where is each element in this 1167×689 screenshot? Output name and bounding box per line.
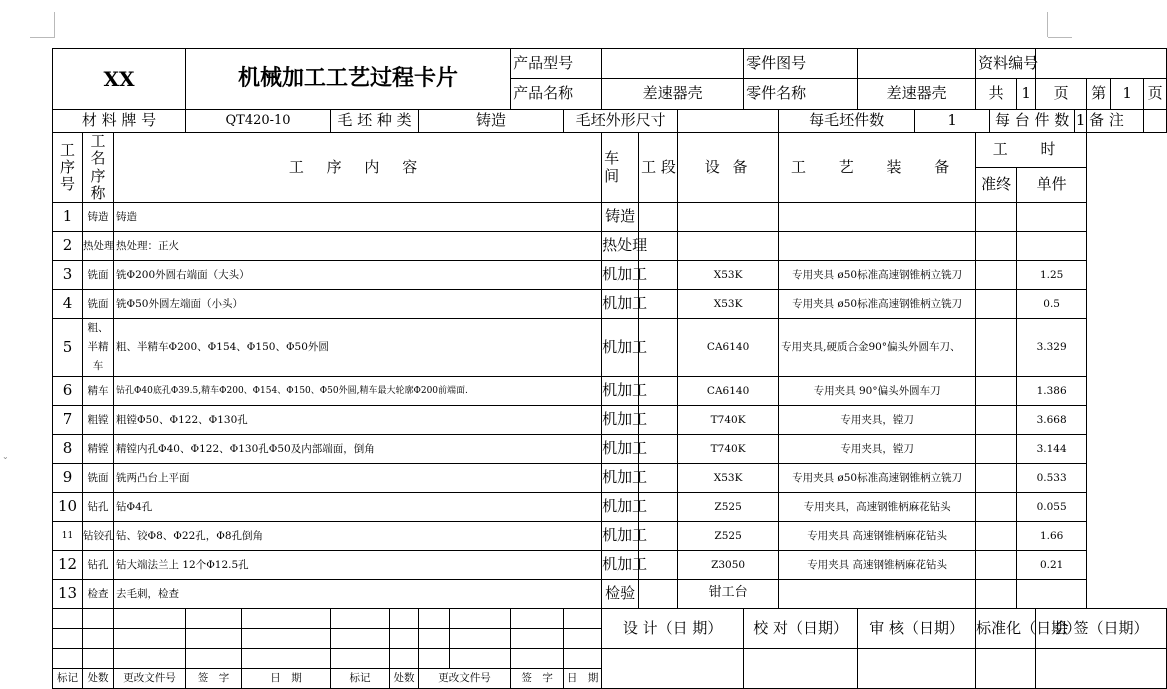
change-cell[interactable] — [114, 628, 186, 648]
col-equipment: 设 备 — [678, 133, 779, 203]
change-cell[interactable] — [242, 648, 331, 668]
page-unit-2: 页 — [1144, 79, 1167, 110]
change-cell[interactable] — [450, 608, 511, 628]
op-tooling: 专用夹具 ø50标准高速钢锥柄立铣刀 — [779, 463, 976, 492]
op-equipment: Z3050 — [678, 550, 779, 579]
product-model-value[interactable] — [602, 49, 744, 79]
op-seq: 2 — [53, 232, 83, 261]
op-equipment: Z525 — [678, 492, 779, 521]
op-content: 钻Φ4孔 — [114, 492, 602, 521]
op-workshop: 检验 — [602, 579, 639, 608]
change-cell[interactable] — [390, 608, 419, 628]
op-tooling — [779, 579, 976, 608]
per-blank-label: 每毛坯件数 — [779, 110, 915, 133]
op-tooling: 专用夹具，镗刀 — [779, 434, 976, 463]
standardize-date-label: 标准化（日期） — [976, 608, 1036, 648]
blank-type-value[interactable]: 铸造 — [419, 110, 564, 133]
op-workshop: 机加工 — [602, 376, 639, 405]
per-unit-label: 每 台 件 数 — [990, 110, 1075, 133]
change-cell[interactable] — [419, 628, 450, 648]
change-date-label: 日 期 — [242, 668, 331, 688]
operation-row — [53, 579, 1167, 608]
change-cell[interactable] — [390, 628, 419, 648]
col-work-hours: 工 时 — [976, 133, 1087, 168]
op-content: 钻孔Φ40底孔Φ39.5,精车Φ200、Φ154、Φ150、Φ50外圆,精车最大轮廓Φ200前端面. — [114, 376, 602, 405]
change-mark-label: 标记 — [331, 668, 390, 688]
op-name: 检查 — [83, 579, 114, 608]
change-cell[interactable] — [564, 608, 602, 628]
change-cell[interactable] — [53, 648, 83, 668]
col-unit-time: 单件 — [1017, 168, 1087, 203]
op-name: 热处理 — [83, 232, 114, 261]
change-cell[interactable] — [511, 628, 564, 648]
op-equipment: X53K — [678, 290, 779, 319]
op-name: 精镗 — [83, 434, 114, 463]
op-name: 钻孔 — [83, 550, 114, 579]
op-prep-time — [976, 376, 1017, 405]
op-seq: 1 — [53, 203, 83, 232]
op-content: 铣Φ200外圆右端面（大头） — [114, 261, 602, 290]
footer-row-3 — [53, 648, 1167, 668]
op-unit-time — [1017, 232, 1087, 261]
op-tooling: 专用夹具 高速钢锥柄麻花钻头 — [779, 550, 976, 579]
op-seq: 8 — [53, 434, 83, 463]
op-seq: 13 — [53, 579, 83, 608]
op-prep-time — [976, 405, 1017, 434]
doc-no-label: 资料编号 — [976, 49, 1036, 79]
change-doc-no-label: 更改文件号 — [114, 668, 186, 688]
change-mark-label: 标记 — [53, 668, 83, 688]
op-equipment: 钳工台 — [678, 579, 779, 608]
change-cell[interactable] — [564, 628, 602, 648]
operation-row — [53, 521, 1167, 550]
change-date-label: 日 期 — [564, 668, 602, 688]
op-equipment: X53K — [678, 261, 779, 290]
op-content: 铣Φ50外圆左端面（小头） — [114, 290, 602, 319]
col-prep-time: 准终 — [976, 168, 1017, 203]
op-equipment: T740K — [678, 434, 779, 463]
per-unit-value[interactable]: 1 — [1075, 110, 1087, 133]
op-unit-time: 0.055 — [1017, 492, 1087, 521]
op-unit-time: 0.5 — [1017, 290, 1087, 319]
change-cell[interactable] — [331, 648, 390, 668]
op-unit-time: 0.21 — [1017, 550, 1087, 579]
product-name-label: 产品名称 — [511, 79, 602, 110]
op-content: 粗、半精车Φ200、Φ154、Φ150、Φ50外圆 — [114, 319, 602, 377]
change-cell[interactable] — [186, 648, 242, 668]
change-cell[interactable] — [53, 628, 83, 648]
operation-row — [53, 203, 1167, 232]
op-prep-time — [976, 579, 1017, 608]
change-cell[interactable] — [186, 628, 242, 648]
change-cell[interactable] — [242, 628, 331, 648]
op-content: 钻、铰Φ8、Φ22孔，Φ8孔倒角 — [114, 521, 602, 550]
op-tooling: 专用夹具 高速钢锥柄麻花钻头 — [779, 521, 976, 550]
op-equipment: T740K — [678, 405, 779, 434]
product-model-label: 产品型号 — [511, 49, 602, 79]
col-op-name: 工 名 序 称 — [83, 133, 114, 203]
operation-row — [53, 550, 1167, 579]
material-grade-label: 材 料 牌 号 — [53, 110, 186, 133]
op-prep-time — [976, 434, 1017, 463]
proofread-signature[interactable] — [744, 648, 858, 688]
change-cell[interactable] — [83, 648, 114, 668]
op-equipment — [678, 203, 779, 232]
op-unit-time — [1017, 579, 1087, 608]
op-tooling: 专用夹具，高速钢锥柄麻花钻头 — [779, 492, 976, 521]
op-workshop: 铸造 — [602, 203, 639, 232]
op-seq: 6 — [53, 376, 83, 405]
op-name: 铣面 — [83, 463, 114, 492]
change-cell[interactable] — [53, 608, 83, 628]
blank-type-label: 毛 坯 种 类 — [331, 110, 419, 133]
op-workshop: 机加工 — [602, 261, 639, 290]
total-pages-value[interactable]: 1 — [1017, 79, 1036, 110]
margin-marker: ⌄ — [2, 452, 9, 461]
material-grade-value[interactable]: QT420-10 — [186, 110, 331, 133]
op-workshop: 热处理 — [602, 232, 639, 261]
header-row-1 — [53, 49, 1167, 79]
op-content: 铸造 — [114, 203, 602, 232]
change-cell[interactable] — [419, 608, 450, 628]
op-unit-time: 3.144 — [1017, 434, 1087, 463]
change-count-label: 处数 — [83, 668, 114, 688]
operation-row — [53, 405, 1167, 434]
op-equipment: CA6140 — [678, 319, 779, 377]
op-tooling — [779, 203, 976, 232]
op-workshop: 机加工 — [602, 492, 639, 521]
op-equipment: X53K — [678, 463, 779, 492]
op-workshop: 机加工 — [602, 550, 639, 579]
op-seq: 4 — [53, 290, 83, 319]
op-prep-time — [976, 203, 1017, 232]
card-title: 机械加工工艺过程卡片 — [186, 49, 511, 110]
op-prep-time — [976, 463, 1017, 492]
op-name: 粗镗 — [83, 405, 114, 434]
op-name: 铣面 — [83, 290, 114, 319]
col-tooling: 工 艺 装 备 — [779, 133, 976, 203]
op-seq: 11 — [53, 521, 83, 550]
change-cell[interactable] — [186, 608, 242, 628]
col-workshop: 车 间 — [602, 133, 639, 203]
change-cell[interactable] — [83, 608, 114, 628]
op-tooling: 专用夹具 ø50标准高速钢锥柄立铣刀 — [779, 290, 976, 319]
remarks-label: 备 注 — [1087, 110, 1144, 133]
op-tooling — [779, 232, 976, 261]
change-cell[interactable] — [331, 628, 390, 648]
op-name: 铣面 — [83, 261, 114, 290]
review-signature[interactable] — [858, 648, 976, 688]
crop-mark-top-left-v — [54, 12, 55, 37]
operation-row — [53, 290, 1167, 319]
col-section: 工 段 — [639, 133, 678, 203]
op-prep-time — [976, 521, 1017, 550]
op-content: 去毛刺，检查 — [114, 579, 602, 608]
op-unit-time: 3.329 — [1017, 319, 1087, 377]
op-section — [639, 203, 678, 232]
part-name-label: 零件名称 — [744, 79, 858, 110]
product-name-value[interactable]: 差速器壳 — [602, 79, 744, 110]
material-row — [53, 110, 1167, 133]
change-cell[interactable] — [331, 608, 390, 628]
operation-row — [53, 492, 1167, 521]
op-unit-time: 1.66 — [1017, 521, 1087, 550]
op-content: 热处理：正火 — [114, 232, 602, 261]
op-name: 钻孔 — [83, 492, 114, 521]
op-equipment — [678, 232, 779, 261]
proofread-date-label: 校 对（日期） — [744, 608, 858, 648]
op-section — [639, 579, 678, 608]
change-cell[interactable] — [83, 628, 114, 648]
op-content: 铣两凸台上平面 — [114, 463, 602, 492]
op-prep-time — [976, 319, 1017, 377]
op-tooling: 专用夹具，镗刀 — [779, 405, 976, 434]
design-signature[interactable] — [602, 648, 744, 688]
column-header-row-1 — [53, 133, 1167, 168]
op-equipment: CA6140 — [678, 376, 779, 405]
op-unit-time: 3.668 — [1017, 405, 1087, 434]
operation-row — [53, 232, 1167, 261]
part-name-value[interactable]: 差速器壳 — [858, 79, 976, 110]
op-name: 粗、半精车 — [83, 319, 114, 377]
blank-size-label: 毛坯外形尺寸 — [564, 110, 678, 133]
op-prep-time — [976, 232, 1017, 261]
op-workshop: 机加工 — [602, 290, 639, 319]
op-name: 铸造 — [83, 203, 114, 232]
op-content: 精镗内孔Φ40、Φ122、Φ130孔Φ50及内部端面，倒角 — [114, 434, 602, 463]
op-workshop: 机加工 — [602, 405, 639, 434]
doc-no-value[interactable] — [1036, 49, 1167, 79]
change-cell[interactable] — [511, 608, 564, 628]
per-blank-value[interactable]: 1 — [915, 110, 990, 133]
change-cell[interactable] — [450, 628, 511, 648]
operation-row — [53, 463, 1167, 492]
change-sign-label: 签 字 — [186, 668, 242, 688]
standardize-signature[interactable] — [976, 648, 1036, 688]
operation-row — [53, 261, 1167, 290]
op-tooling: 专用夹具 ø50标准高速钢锥柄立铣刀 — [779, 261, 976, 290]
op-seq: 7 — [53, 405, 83, 434]
change-count-label: 处数 — [390, 668, 419, 688]
operation-row — [53, 319, 1167, 377]
review-date-label: 审 核（日期） — [858, 608, 976, 648]
op-content: 钻大端法兰上 12个Φ12.5孔 — [114, 550, 602, 579]
op-workshop: 机加工 — [602, 319, 639, 377]
change-cell[interactable] — [242, 608, 331, 628]
op-workshop: 机加工 — [602, 434, 639, 463]
change-cell[interactable] — [390, 648, 419, 668]
page-no-value[interactable]: 1 — [1111, 79, 1144, 110]
crop-mark-top-left-h — [30, 37, 55, 38]
op-seq: 5 — [53, 319, 83, 377]
change-cell[interactable] — [419, 648, 450, 668]
crop-mark-top-right-h — [1048, 37, 1072, 38]
operation-row — [53, 434, 1167, 463]
company-name: XX — [53, 49, 186, 110]
change-cell[interactable] — [450, 648, 511, 668]
op-seq: 3 — [53, 261, 83, 290]
op-name: 钻铰孔 — [83, 521, 114, 550]
change-cell[interactable] — [511, 648, 564, 668]
op-prep-time — [976, 492, 1017, 521]
change-cell[interactable] — [114, 648, 186, 668]
footer-row-1 — [53, 608, 1167, 628]
countersign-signature[interactable] — [1036, 648, 1167, 688]
op-name: 精车 — [83, 376, 114, 405]
remarks-value[interactable] — [1144, 110, 1167, 133]
operation-row — [53, 376, 1167, 405]
op-unit-time: 1.386 — [1017, 376, 1087, 405]
op-equipment: Z525 — [678, 521, 779, 550]
op-unit-time — [1017, 203, 1087, 232]
page-unit-1: 页 — [1036, 79, 1087, 110]
blank-size-value[interactable] — [678, 110, 779, 133]
page-label: 第 — [1087, 79, 1111, 110]
op-prep-time — [976, 290, 1017, 319]
op-tooling: 专用夹具,硬质合金90°偏头外圆车刀、 — [779, 319, 976, 377]
op-seq: 9 — [53, 463, 83, 492]
part-drawing-no-value[interactable] — [858, 49, 976, 79]
crop-mark-top-right-v — [1047, 12, 1048, 37]
change-cell[interactable] — [564, 648, 602, 668]
change-sign-label: 签 字 — [511, 668, 564, 688]
col-op-content: 工 序 内 容 — [114, 133, 602, 203]
op-workshop: 机加工 — [602, 521, 639, 550]
design-date-label: 设 计（日 期） — [602, 608, 744, 648]
change-cell[interactable] — [114, 608, 186, 628]
op-tooling: 专用夹具 90°偏头外圆车刀 — [779, 376, 976, 405]
op-content: 粗镗Φ50、Φ122、Φ130孔 — [114, 405, 602, 434]
op-unit-time: 0.533 — [1017, 463, 1087, 492]
total-pages-label: 共 — [976, 79, 1017, 110]
col-seq-no: 工 序 号 — [53, 133, 83, 203]
process-card — [52, 48, 1167, 689]
op-prep-time — [976, 261, 1017, 290]
op-seq: 10 — [53, 492, 83, 521]
countersign-date-label: 会 签（日期） — [1036, 608, 1167, 648]
op-workshop: 机加工 — [602, 463, 639, 492]
op-unit-time: 1.25 — [1017, 261, 1087, 290]
part-drawing-no-label: 零件图号 — [744, 49, 858, 79]
change-doc-no-label: 更改文件号 — [419, 668, 511, 688]
op-prep-time — [976, 550, 1017, 579]
op-seq: 12 — [53, 550, 83, 579]
